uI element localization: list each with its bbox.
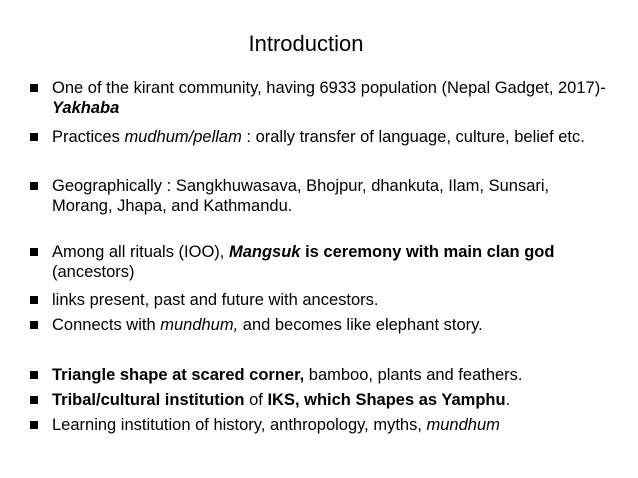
bullet-text — [52, 127, 610, 147]
bullet-text-segment: IKS, which Shapes as Yamphu — [267, 391, 506, 409]
bullet-item — [30, 78, 610, 118]
bullet-text-segment: Tribal/cultural institution — [52, 391, 245, 409]
bullet-text-segment: One of the kirant community, having 6933 population (Nepal Gadget, 2017)- — [52, 79, 606, 97]
bullet-item — [30, 415, 610, 435]
bullet-item — [30, 315, 610, 335]
bullet-text — [52, 78, 610, 118]
bullet-text-segment: mudhum/pellam — [124, 128, 242, 146]
bullet-text-segment: Mangsuk — [228, 243, 301, 261]
bullet-text-segment: : orally transfer of language, culture, belief etc. — [241, 128, 585, 146]
bullet-text-segment: Among all rituals (IOO), — [52, 243, 229, 261]
slide-title: Introduction — [248, 31, 364, 56]
bullet-square-icon — [30, 248, 38, 256]
bullet-item — [30, 365, 610, 385]
bullet-text-segment: Connects with — [52, 316, 161, 334]
bullet-square-icon — [30, 296, 38, 304]
bullet-square-icon — [30, 396, 38, 404]
bullet-square-icon — [30, 421, 38, 429]
bullet-text-segment: bamboo, plants and feathers. — [304, 366, 523, 384]
bullet-text — [52, 390, 610, 410]
bullet-text — [52, 315, 610, 335]
bullet-text-segment: of — [244, 391, 268, 409]
bullet-item — [30, 127, 610, 147]
bullet-square-icon — [30, 182, 38, 190]
bullet-item — [30, 290, 610, 310]
bullet-text-segment: Learning institution of history, anthropology, myths, — [52, 416, 427, 434]
bullet-square-icon — [30, 133, 38, 141]
bullet-text-segment: links present, past and future with ancestors. — [52, 291, 379, 309]
bullet-text-segment: (ancestors) — [52, 263, 135, 281]
bullet-text — [52, 290, 610, 310]
bullet-text — [52, 415, 610, 435]
bullet-text-segment: Yakhaba — [52, 99, 120, 117]
bullet-square-icon — [30, 321, 38, 329]
bullet-text-segment: Geographically : Sangkhuwasava, Bhojpur, dhankuta, Ilam, Sunsari, Morang, Jhapa, and Kathmandu. — [52, 177, 550, 215]
bullet-item — [30, 390, 610, 410]
bullet-item — [30, 242, 610, 282]
bullet-text-segment: Triangle shape at scared corner, — [52, 366, 305, 384]
bullet-square-icon — [30, 371, 38, 379]
bullet-text-segment: is ceremony with main clan god — [300, 243, 555, 261]
bullet-text-segment: mundhum, — [160, 316, 239, 334]
bullet-text-segment: mundhum — [426, 416, 500, 434]
bullet-text — [52, 242, 610, 282]
bullet-item — [30, 176, 610, 216]
bullet-text-segment: . — [505, 391, 511, 409]
bullet-text — [52, 176, 610, 216]
bullet-square-icon — [30, 84, 38, 92]
bullet-text — [52, 365, 610, 385]
bullet-text-segment: Practices — [52, 128, 125, 146]
bullet-text-segment: and becomes like elephant story. — [238, 316, 483, 334]
